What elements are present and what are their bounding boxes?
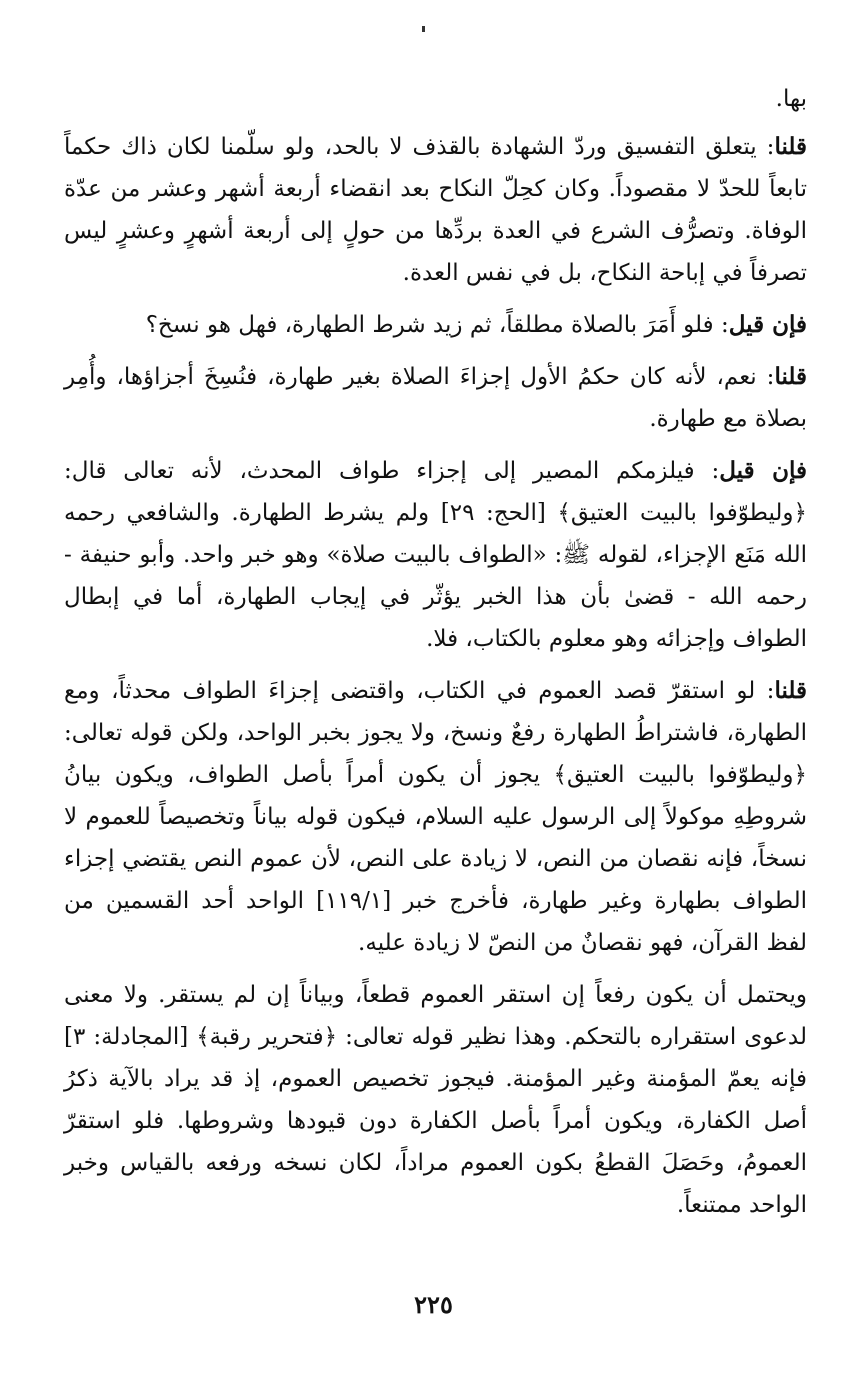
top-mark: [422, 26, 425, 32]
paragraph-text: : يتعلق التفسيق وردّ الشهادة بالقذف لا بالحد، ولو سلّمنا لكان ذاك حكماً تابعاً للحدّ لا مقصوداً. وكان كحِلّ النكاح بعد انقضاء أربعة أشهر وعشر من عدّة الوفاة. وتصرُّف الشرع في العدة بردِّها من حولٍ إلى أربعة أشهرٍ وعشرٍ ليس تصرفاً في إباحة النكاح، بل في نفس العدة.: [64, 134, 807, 286]
paragraph-4: [64, 450, 807, 660]
intro-text: بها.: [775, 86, 807, 112]
paragraph-text: : فلو أَمَرَ بالصلاة مطلقاً، ثم زيد شرط الطهارة، فهل هو نسخ؟: [145, 312, 729, 338]
paragraph-1: [64, 126, 807, 294]
paragraph-text: : فيلزمكم المصير إلى إجزاء طواف المحدث، لأنه تعالى قال: ﴿وليطوّفوا بالبيت العتيق﴾ [الحج: ٢٩] ولم يشرط الطهارة. والشافعي رحمه الله مَنَع الإجزاء، لقوله ﷺ: «الطواف بالبيت صلاة» وهو خبر واحد. وأبو حنيفة - رحمه الله - قضىٰ بأن هذا الخبر يؤثّر في إيجاب الطهارة، أما في إبطال الطواف وإجزائه وهو معلوم بالكتاب، فلا.: [64, 458, 807, 652]
paragraph-2: [64, 304, 807, 346]
paragraph-6: [64, 974, 807, 1226]
paragraph-5: [64, 670, 807, 964]
paragraph-lead: قلنا: [774, 677, 807, 704]
paragraph-text: : نعم، لأنه كان حكمُ الأول إجزاءَ الصلاة بغير طهارة، فنُسِخَ أجزاؤها، وأُمِر بصلاة مع طهارة.: [64, 364, 807, 432]
paragraph-text: ويحتمل أن يكون رفعاً إن استقر العموم قطعاً، وبياناً إن لم يستقر. ولا معنى لدعوى استقراره بالتحكم. وهذا نظير قوله تعالى: ﴿فتحرير رقبة﴾ [المجادلة: ٣] فإنه يعمّ المؤمنة وغير المؤمنة. فيجوز تخصيص العموم، إذ قد يراد بالآية ذكرُ أصل الكفارة، ويكون أمراً بأصل الكفارة دون قيودها وشروطها. فلو استقرّ العمومُ، وحَصَلَ القطعُ بكون العموم مراداً، لكان نسخه ورفعه بالقياس وخبر الواحد ممتنعاً.: [64, 982, 807, 1218]
paragraph-text: : لو استقرّ قصد العموم في الكتاب، واقتضى إجزاءَ الطواف محدثاً، ومع الطهارة، فاشتراطُ الطهارة رفعٌ ونسخ، ولا يجوز بخبر الواحد، ولكن قوله تعالى: ﴿وليطوّفوا بالبيت العتيق﴾ يجوز أن يكون أمراً بأصل الطواف، ويكون بيانُ شروطِهِ موكولاً إلى الرسول عليه السلام، فيكون قوله بياناً وتخصيصاً للعموم لا نسخاً، فإنه نقصان من النص، لا زيادة على النص، لأن عموم النص يقتضي إجزاء الطواف بطهارة وغير طهارة، فأخرج خبر [١١٩/١] الواحد أحد القسمين من لفظ القرآن، فهو نقصانٌ من النصّ لا زيادة عليه.: [64, 678, 808, 956]
intro-fragment: [64, 78, 807, 120]
paragraph-lead: فإن قيل: [719, 457, 807, 484]
paragraph-lead: فإن قيل: [728, 311, 807, 338]
paragraph-3: [64, 356, 807, 440]
page-number: ٢٢٥: [414, 1290, 453, 1319]
paragraph-lead: قلنا: [774, 363, 807, 390]
paragraph-lead: قلنا: [774, 133, 807, 160]
